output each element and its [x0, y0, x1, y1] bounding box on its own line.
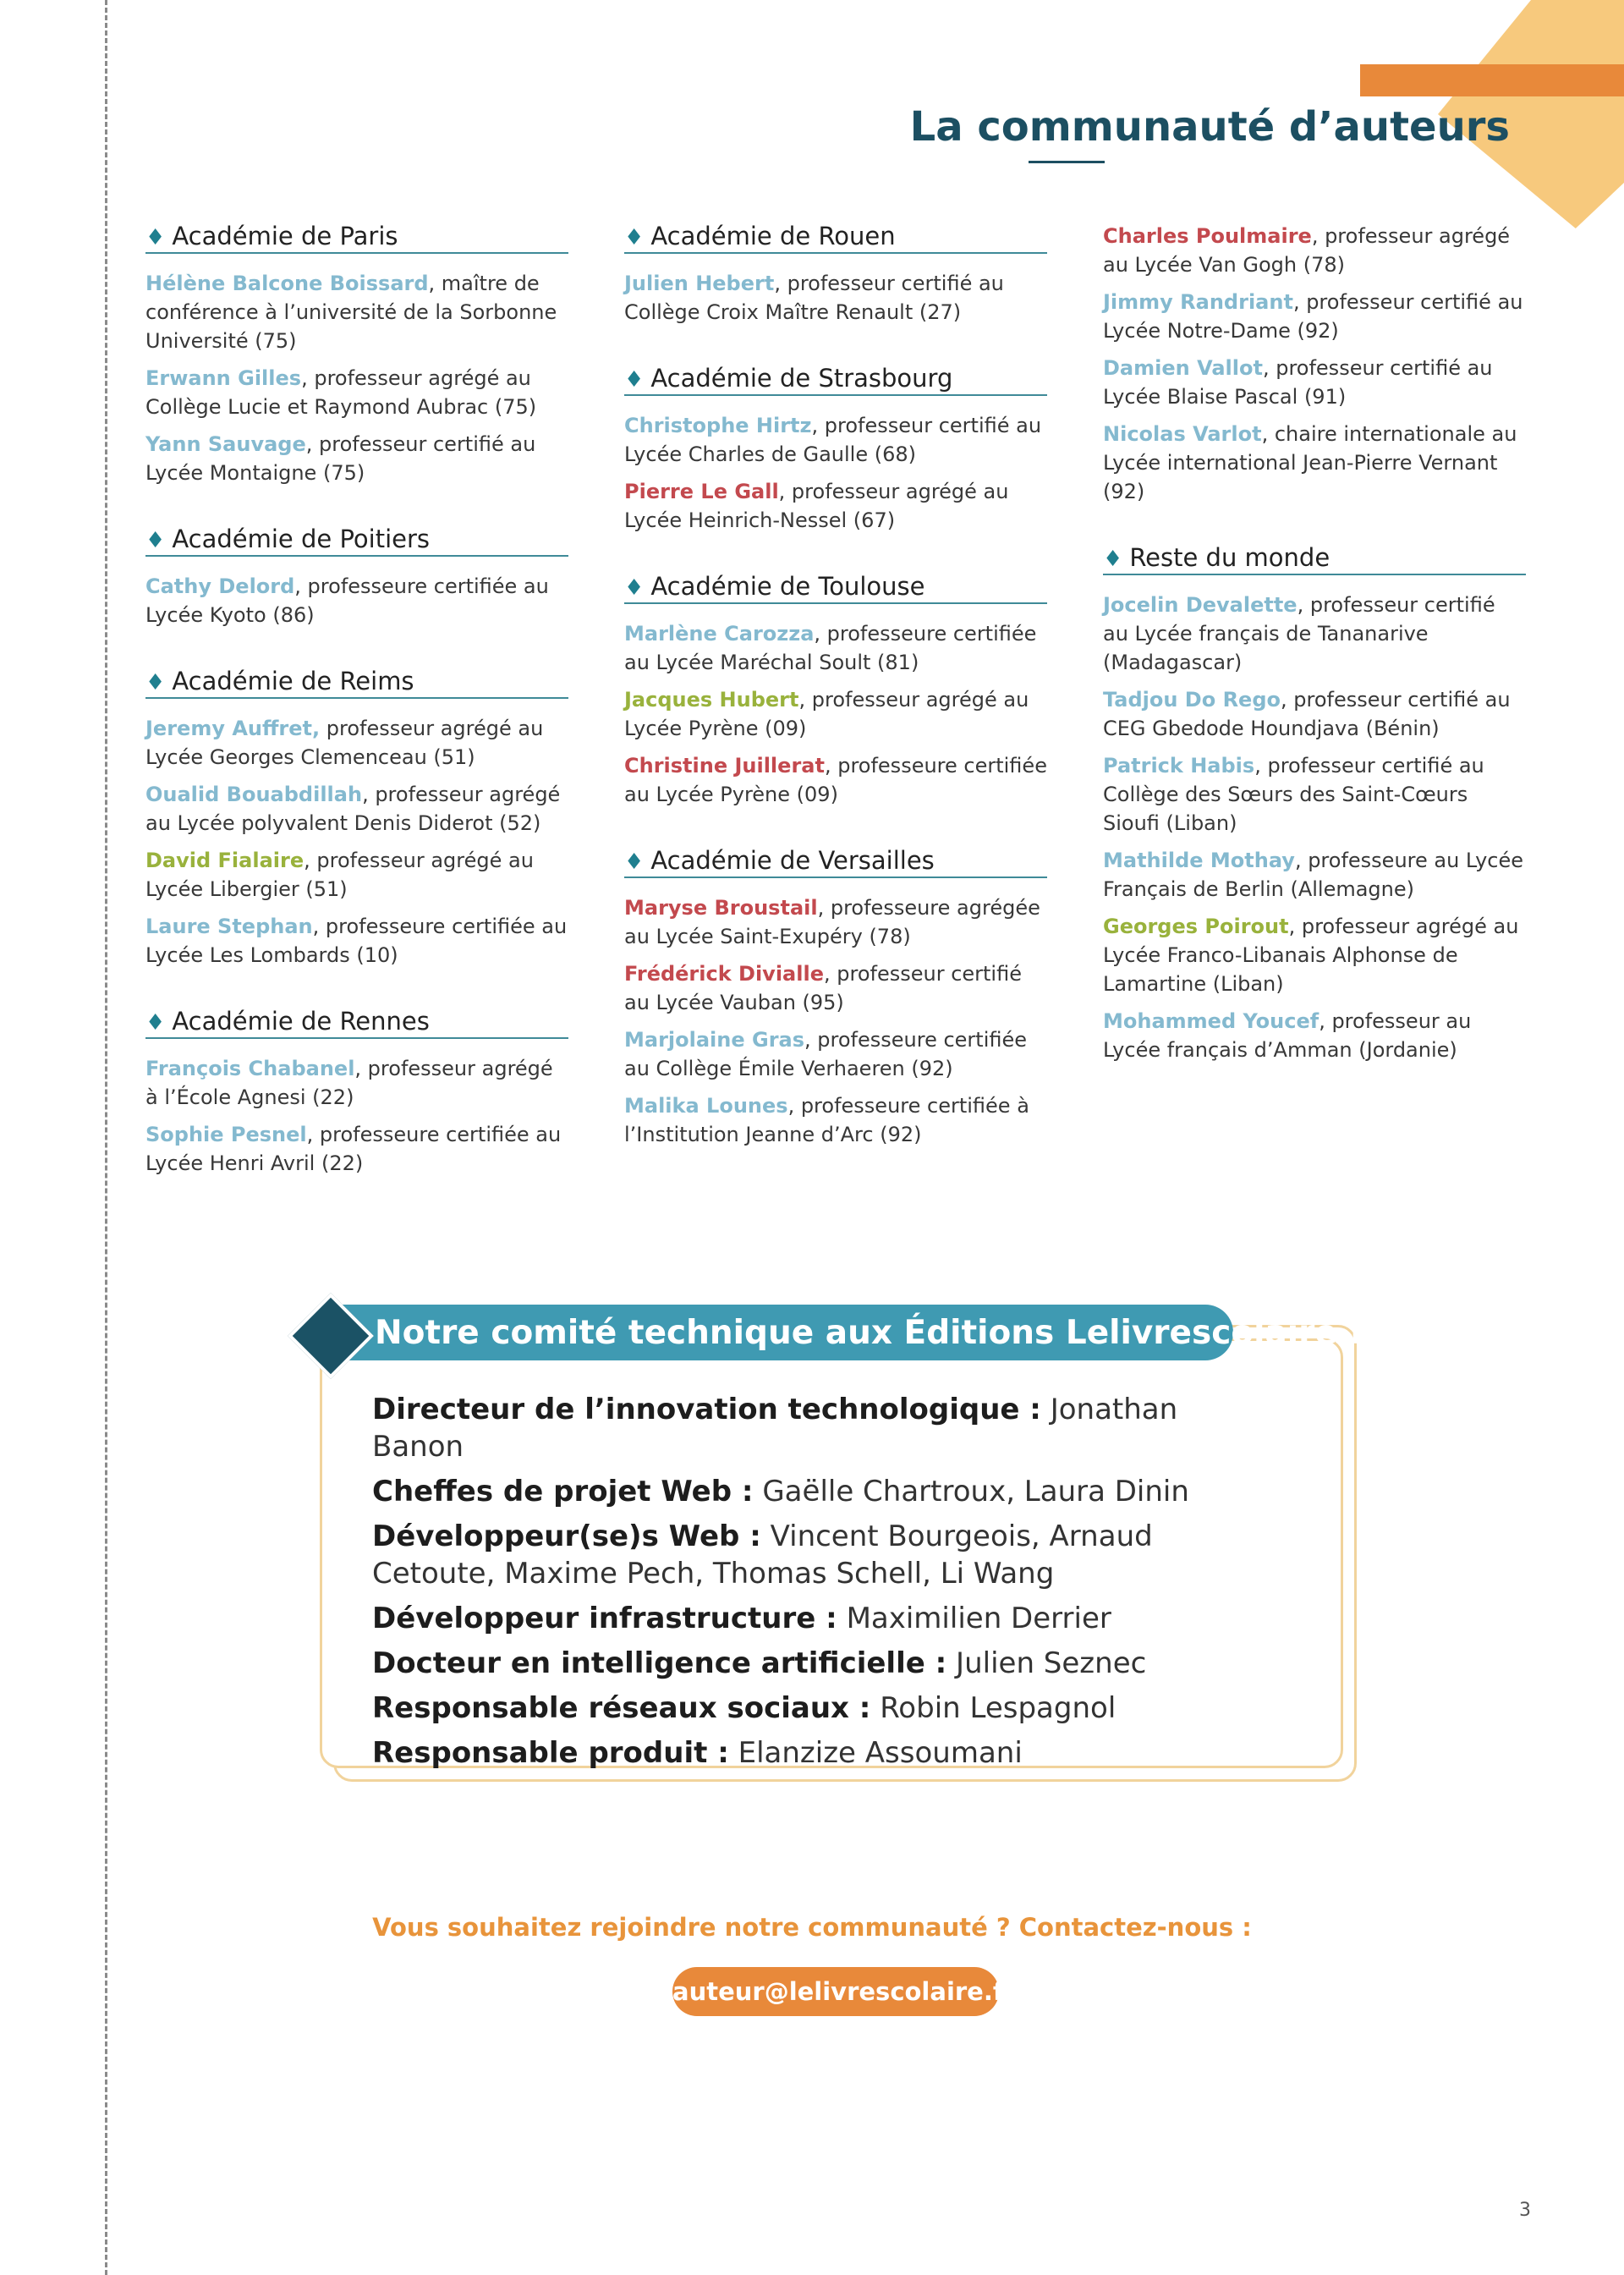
comite-row [372, 1734, 1218, 1772]
author-name: Sophie Pesnel [145, 1123, 307, 1146]
academy-section [145, 525, 568, 629]
author-entry [1103, 288, 1526, 345]
author-role: , professeur agrégé au Lycée Van Gogh (78) [1103, 224, 1511, 277]
author-name: Frédérick Divialle [624, 962, 824, 986]
author-entry [1103, 591, 1526, 677]
diamond-icon: ♦ [145, 528, 166, 553]
comite-people: Maximilien Derrier [837, 1602, 1111, 1635]
author-name: Mathilde Mothay [1103, 849, 1295, 872]
author-name: Yann Sauvage [145, 432, 306, 456]
join-invitation: Vous souhaitez rejoindre notre communauté ? Contactez-nous : [372, 1913, 1252, 1942]
page-number: 3 [1519, 2200, 1531, 2221]
author-role: , professeur agrégé au Lycée Heinrich-Nessel (67) [624, 480, 1009, 532]
author-entry [624, 751, 1047, 809]
author-name: Hélène Balcone Boissard [145, 272, 429, 295]
author-entry [145, 912, 568, 970]
author-role: , professeur agrégé au Lycée Pyrène (09) [624, 688, 1029, 740]
diamond-icon: ♦ [624, 849, 645, 875]
comite-row [372, 1518, 1218, 1592]
comite-people: Elanzize Assoumani [728, 1736, 1023, 1770]
author-role: , professeur certifié au CEG Gbedode Houndjava (Bénin) [1103, 688, 1511, 740]
author-name: Laure Stephan [145, 915, 313, 938]
author-entry [145, 269, 568, 355]
author-role: , professeur agrégé au Collège Lucie et Raymond Aubrac (75) [145, 366, 537, 419]
academy-section [1103, 543, 1526, 1064]
author-entry [145, 1120, 568, 1178]
section-heading [624, 364, 1047, 396]
author-role: , professeur certifié au Lycée Charles de Gaulle (68) [624, 414, 1042, 466]
author-entry [624, 411, 1047, 469]
section-heading [145, 1007, 568, 1039]
author-entry [624, 1091, 1047, 1149]
comite-role: Développeur infrastructure : [372, 1602, 837, 1635]
author-role: , professeure certifiée au Lycée Henri Avril (22) [145, 1123, 562, 1175]
authors-column-3 [1103, 222, 1526, 1102]
author-entry [1103, 420, 1526, 506]
author-entry [1103, 222, 1526, 279]
section-heading [1103, 543, 1526, 575]
diamond-icon: ♦ [624, 367, 645, 393]
author-entry [624, 959, 1047, 1017]
author-role: , professeur certifié au Lycée Blaise Pascal (91) [1103, 356, 1493, 409]
comite-role: Responsable produit : [372, 1736, 729, 1770]
section-heading-text: Académie de Reims [172, 667, 414, 695]
author-role: , professeur certifié au Lycée Vauban (95) [624, 962, 1022, 1014]
author-name: Marjolaine Gras [624, 1028, 805, 1052]
comite-row [372, 1391, 1218, 1465]
author-role: , professeure certifiée au Lycée Maréchal Soult (81) [624, 622, 1037, 674]
section-heading [624, 572, 1047, 604]
academy-section [145, 222, 568, 487]
author-name: Damien Vallot [1103, 356, 1263, 380]
author-entry [1103, 751, 1526, 838]
author-name: François Chabanel [145, 1057, 355, 1080]
diamond-icon: ♦ [624, 225, 645, 250]
author-role: , professeur certifié au Lycée Notre-Dame (92) [1103, 290, 1523, 343]
diamond-icon: ♦ [145, 225, 166, 250]
comite-people: Jonathan Banon [372, 1393, 1178, 1464]
section-heading [145, 222, 568, 254]
comite-title: Notre comité technique aux Éditions Lelivrescolaire.fr [375, 1314, 1380, 1352]
author-entry [624, 685, 1047, 743]
author-entry [1103, 354, 1526, 411]
diamond-icon: ♦ [145, 670, 166, 695]
academy-section [145, 667, 568, 970]
author-role: , professeur certifié au Collège des Sœurs des Saint-Cœurs Sioufi (Liban) [1103, 754, 1484, 835]
author-role: , professeure certifiée à l’Institution Jeanne d’Arc (92) [624, 1094, 1029, 1146]
section-heading [145, 667, 568, 699]
comite-people: Vincent Bourgeois, Arnaud Cetoute, Maxime Pech, Thomas Schell, Li Wang [372, 1519, 1153, 1591]
author-name: Malika Lounes [624, 1094, 788, 1118]
diamond-icon: ♦ [1103, 547, 1123, 572]
comite-people: Julien Seznec [946, 1646, 1147, 1680]
corner-accent-bar [1360, 64, 1624, 96]
author-name: Nicolas Varlot [1103, 422, 1262, 446]
author-entry [624, 269, 1047, 327]
comite-role: Cheffes de projet Web : [372, 1475, 754, 1508]
author-role: , professeure certifiée au Lycée Les Lombards (10) [145, 915, 568, 967]
author-name: Marlène Carozza [624, 622, 815, 646]
author-entry [1103, 685, 1526, 743]
comite-list [372, 1391, 1218, 1779]
author-entry [145, 364, 568, 421]
academy-section [624, 222, 1047, 327]
academy-section [624, 846, 1047, 1149]
author-name: Jeremy Auffret, [145, 717, 321, 740]
academy-section [145, 1007, 568, 1178]
page-title: La communauté d’auteurs [909, 103, 1510, 151]
section-heading-text: Académie de Paris [172, 222, 398, 250]
author-entry [145, 846, 568, 904]
author-name: Jocelin Devalette [1103, 593, 1298, 617]
author-name: Oualid Bouabdillah [145, 783, 363, 806]
authors-column-2 [624, 222, 1047, 1186]
author-entry [145, 572, 568, 629]
author-name: David Fialaire [145, 849, 304, 872]
section-heading [624, 846, 1047, 878]
section-heading-text: Académie de Rouen [650, 222, 896, 250]
author-entry [1103, 912, 1526, 998]
comite-row [372, 1690, 1218, 1727]
author-name: Jimmy Randriant [1103, 290, 1293, 314]
title-underline [1029, 161, 1105, 163]
comite-row [372, 1600, 1218, 1637]
academy-section [624, 364, 1047, 535]
author-entry [624, 477, 1047, 535]
author-role: , maître de conférence à l’université de la Sorbonne Université (75) [145, 272, 557, 353]
author-entry [145, 780, 568, 838]
section-heading [145, 525, 568, 557]
author-name: Mohammed Youcef [1103, 1009, 1320, 1033]
author-entry [624, 1025, 1047, 1083]
author-role: , professeur agrégé au Lycée Libergier (51) [145, 849, 534, 901]
contact-email-link[interactable]: auteur@lelivrescolaire.fr [672, 1967, 999, 2016]
section-heading-text: Académie de Rennes [172, 1007, 430, 1036]
author-name: Christophe Hirtz [624, 414, 812, 437]
author-name: Georges Poirout [1103, 915, 1289, 938]
comite-role: Responsable réseaux sociaux : [372, 1691, 871, 1725]
diamond-icon: ♦ [145, 1010, 166, 1036]
comite-role: Développeur(se)s Web : [372, 1519, 761, 1553]
author-entry [624, 893, 1047, 951]
author-name: Pierre Le Gall [624, 480, 779, 503]
author-entry [145, 430, 568, 487]
comite-people: Gaëlle Chartroux, Laura Dinin [753, 1475, 1189, 1508]
section-heading-text: Académie de Toulouse [650, 572, 925, 601]
author-name: Tadjou Do Rego [1103, 688, 1281, 712]
author-name: Erwann Gilles [145, 366, 302, 390]
section-heading-text: Académie de Versailles [650, 846, 935, 875]
author-role: , professeure certifiée au Lycée Pyrène (09) [624, 754, 1047, 806]
author-name: Jacques Hubert [624, 688, 799, 712]
comite-role: Directeur de l’innovation technologique : [372, 1393, 1041, 1426]
section-heading [624, 222, 1047, 254]
academy-section [1103, 222, 1526, 506]
diamond-icon: ♦ [624, 575, 645, 601]
comite-row [372, 1473, 1218, 1510]
author-role: , professeure au Lycée Français de Berlin (Allemagne) [1103, 849, 1524, 901]
author-name: Charles Poulmaire [1103, 224, 1312, 248]
section-heading-text: Académie de Poitiers [172, 525, 430, 553]
author-role: , professeur certifié au Collège Croix Maître Renault (27) [624, 272, 1004, 324]
author-entry [624, 619, 1047, 677]
author-role: , professeur au Lycée français d’Amman (Jordanie) [1103, 1009, 1472, 1062]
author-role: , professeure agrégée au Lycée Saint-Exupéry (78) [624, 896, 1040, 948]
section-heading-text: Académie de Strasbourg [650, 364, 953, 393]
section-heading-text: Reste du monde [1129, 543, 1330, 572]
comite-people: Robin Lespagnol [870, 1691, 1116, 1725]
author-role: , professeur agrégé au Lycée polyvalent Denis Diderot (52) [145, 783, 561, 835]
author-name: Julien Hebert [624, 272, 775, 295]
academy-section [624, 572, 1047, 809]
author-entry [145, 1054, 568, 1112]
author-entry [145, 714, 568, 772]
comite-role: Docteur en intelligence artificielle : [372, 1646, 947, 1680]
author-role: , professeur certifié au Lycée Montaigne (75) [145, 432, 536, 485]
author-role: , professeur certifié au Lycée français de Tananarive (Madagascar) [1103, 593, 1495, 674]
author-role: professeur agrégé au Lycée Georges Clemenceau (51) [145, 717, 544, 769]
author-role: , professeure certifiée au Collège Émile Verhaeren (92) [624, 1028, 1028, 1080]
author-name: Cathy Delord [145, 574, 295, 598]
author-role: , professeure certifiée au Lycée Kyoto (86) [145, 574, 549, 627]
author-role: , professeur agrégé à l’École Agnesi (22) [145, 1057, 553, 1109]
author-name: Patrick Habis [1103, 754, 1255, 778]
author-role: , chaire internationale au Lycée international Jean-Pierre Vernant (92) [1103, 422, 1517, 503]
author-name: Christine Juillerat [624, 754, 825, 778]
comite-row [372, 1645, 1218, 1682]
authors-column-1 [145, 222, 568, 1215]
author-entry [1103, 1007, 1526, 1064]
author-entry [1103, 846, 1526, 904]
author-name: Maryse Broustail [624, 896, 818, 920]
author-role: , professeur agrégé au Lycée Franco-Libanais Alphonse de Lamartine (Liban) [1103, 915, 1519, 996]
